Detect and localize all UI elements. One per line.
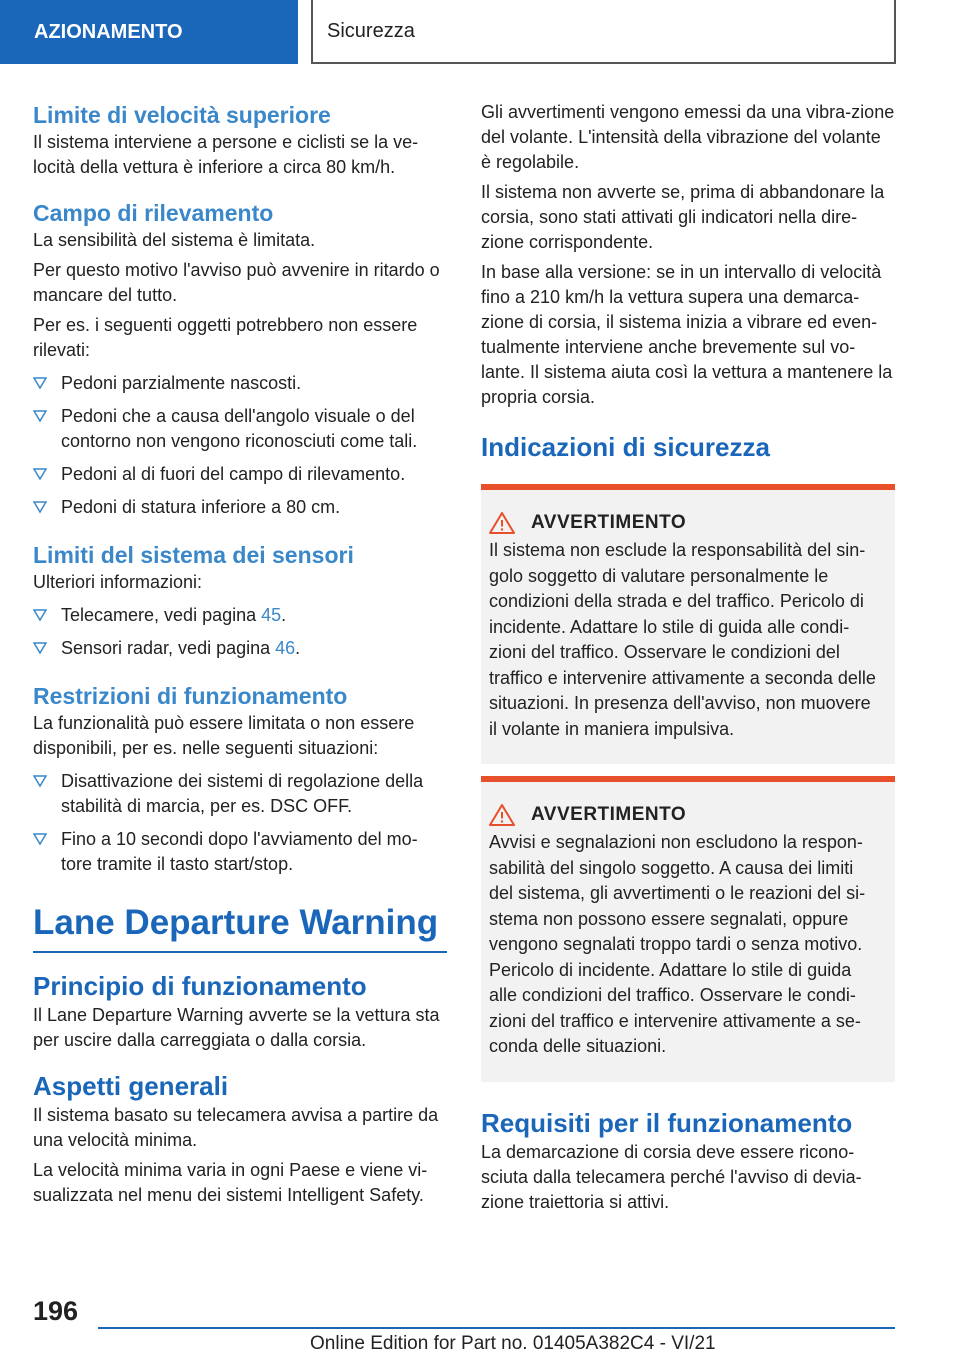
triangle-bullet-icon (33, 774, 47, 788)
heading-speed-limit: Limite di velocità superiore (33, 102, 331, 128)
warning-box-1 (481, 484, 895, 764)
warning-box-2 (481, 776, 895, 1082)
right-column (481, 100, 895, 1215)
para-general-2: La velocità minima varia in ogni Paese e viene vi-sualizzata nel menu dei sistemi Intelligent Safety. (33, 1160, 428, 1205)
section-title: Sicurezza (311, 0, 896, 64)
main-heading: Lane Departure Warning (33, 901, 447, 953)
triangle-bullet-icon (33, 608, 47, 622)
page-number: 196 (33, 1296, 79, 1326)
list-item (33, 769, 447, 819)
bullet-text: Telecamere, vedi pagina (61, 605, 262, 625)
heading-requirements: Requisiti per il funzionamento (481, 1107, 853, 1138)
left-column (33, 100, 447, 1208)
heading-restrictions: Restrizioni di funzionamento (33, 683, 348, 709)
para-indicators: Il sistema non avverte se, prima di abbandonare la corsia, sono stati attivati gli indicatori nella dire-zione corrispondente. (481, 182, 885, 252)
page-link-46[interactable]: 46 (275, 638, 296, 658)
list-undetected (33, 371, 447, 520)
triangle-bullet-icon (33, 376, 47, 390)
list-sensors (33, 603, 447, 661)
bullet-text: Pedoni di statura inferiore a 80 cm. (61, 497, 341, 517)
heading-detection-range: Campo di rilevamento (33, 200, 274, 226)
bullet-text: Pedoni parzialmente nascosti. (61, 373, 302, 393)
bullet-text: Disattivazione dei sistemi di regolazione della stabilità di marcia, per es. DSC OFF. (61, 771, 424, 816)
footer-divider (98, 1327, 895, 1329)
list-restrictions (33, 769, 447, 877)
heading-principle: Principio di funzionamento (33, 971, 367, 1001)
triangle-bullet-icon (33, 641, 47, 655)
list-item (33, 603, 447, 628)
heading-sensor-limits: Limiti del sistema dei sensori (33, 542, 354, 568)
chapter-tab: AZIONAMENTO (0, 0, 298, 64)
list-item (33, 371, 447, 396)
warning-title-row (489, 512, 881, 534)
heading-safety: Indicazioni di sicurezza (481, 432, 770, 462)
bullet-text: Pedoni che a causa dell'angolo visuale o del contorno non vengono riconosciuti come tali. (61, 406, 418, 451)
bullet-text: Fino a 10 secondi dopo l'avviamento del mo-tore tramite il tasto start/stop. (61, 829, 418, 874)
triangle-bullet-icon (33, 409, 47, 423)
bullet-text: Pedoni al di fuori del campo di rilevamento. (61, 464, 406, 484)
warning-triangle-icon (489, 512, 515, 534)
para-vibration: Gli avvertimenti vengono emessi da una vibra-zione del volante. L'intensità della vibrazione del volante è regolabile. (481, 102, 895, 172)
bullet-text: Sensori radar, vedi pagina (61, 638, 276, 658)
list-item (33, 404, 447, 454)
para-principle: Il Lane Departure Warning avverte se la vettura sta per uscire dalla carreggiata o dalla corsia. (33, 1005, 440, 1050)
triangle-bullet-icon (33, 500, 47, 514)
para-restrictions: La funzionalità può essere limitata o non essere disponibili, per es. nelle seguenti situazioni: (33, 713, 415, 758)
page-link-45[interactable]: 45 (261, 605, 282, 625)
para-more-info: Ulteriori informazioni: (33, 572, 203, 592)
list-item (33, 462, 447, 487)
list-item (33, 495, 447, 520)
warning-title: AVVERTIMENTO (531, 512, 687, 533)
period: . (281, 605, 287, 625)
warning-text: Il sistema non esclude la responsabilità del sin-golo soggetto di valutare personalmente le condizioni della strada e del traffico. Pericolo di incidente. Adattare lo stile di guida alle condi-zioni del traffico. Osservare le condizioni del traffico e intervenire attivamente a seconda delle situazioni. In presenza dell'avviso, non muovere il volante in maniera impulsiva. (489, 540, 876, 739)
triangle-bullet-icon (33, 832, 47, 846)
para-requirements: La demarcazione di corsia deve essere ricono-sciuta dalla telecamera perché l'avviso di devia-zione traiettoria si attivi. (481, 1141, 862, 1212)
para-delay: Per questo motivo l'avviso può avvenire in ritardo o mancare del tutto. (33, 260, 440, 305)
triangle-bullet-icon (33, 467, 47, 481)
warning-title: AVVERTIMENTO (531, 804, 687, 825)
warning-triangle-icon (489, 804, 515, 826)
para-general-1: Il sistema basato su telecamera avvisa a partire da una velocità minima. (33, 1105, 439, 1150)
para-objects: Per es. i seguenti oggetti potrebbero non essere rilevati: (33, 315, 418, 360)
list-item (33, 827, 447, 877)
para-sensitivity: La sensibilità del sistema è limitata. (33, 230, 316, 250)
para-version: In base alla versione: se in un intervallo di velocità fino a 210 km/h la vettura supera una demarca-zione di corsia, il sistema inizia a vibrare ed even-tualmente interviene anche brevemente sul vo-lante. Il sistema aiuta così la vettura a mantenere la propria corsia. (481, 262, 893, 407)
list-item (33, 636, 447, 661)
period: . (295, 638, 301, 658)
warning-text: Avvisi e segnalazioni non escludono la respon-sabilità del singolo soggetto. A causa dei limiti del sistema, gli avvertimenti o le reazioni del si-stema non possono essere segnalati, oppure vengono segnalati troppo tardi o senza motivo. Pericolo di incidente. Adattare lo stile di guida alle condizioni del traffico. Osservare le condi-zioni del traffico e intervenire attivamente a se-conda delle situazioni. (489, 832, 866, 1056)
warning-title-row (489, 804, 881, 826)
para-speed-limit: Il sistema interviene a persone e ciclisti se la ve-locità della vettura è inferiore a circa 80 km/h. (33, 132, 419, 177)
footer-edition: Online Edition for Part no. 01405A382C4 - VI/21 (310, 1333, 716, 1354)
heading-general: Aspetti generali (33, 1071, 229, 1101)
